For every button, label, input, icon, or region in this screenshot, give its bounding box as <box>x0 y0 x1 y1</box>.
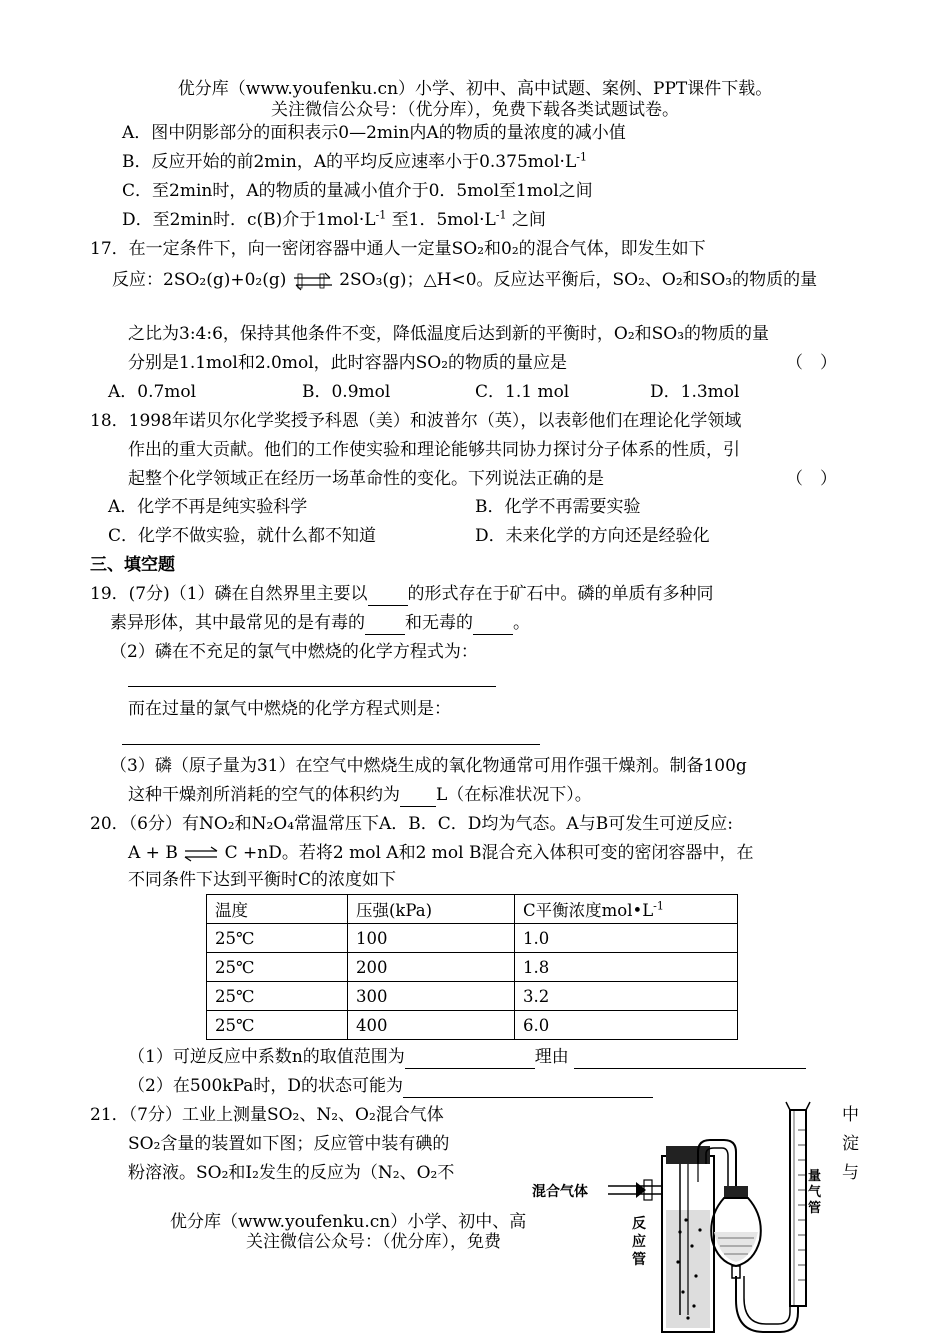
q21-line-2: SO₂含量的装置如下图；反应管中装有碘的 <box>128 1134 450 1154</box>
table-cell: 300 <box>348 982 515 1011</box>
section-title-fill-blank: 三、填空题 <box>90 555 175 575</box>
table-cell: 1.8 <box>515 953 738 982</box>
q20-line-3: 不同条件下达到平衡时C的浓度如下 <box>128 870 397 890</box>
q17-option-d: D．1.3mol <box>650 382 740 402</box>
figure-label-reaction-tube-3: 管 <box>632 1252 646 1268</box>
q18-answer-paren: （ ） <box>786 469 837 489</box>
q18-option-c: C．化学不做实验，就什么都不知道 <box>108 526 377 546</box>
table-row <box>207 924 738 953</box>
header-line-2: 关注微信公众号：（优分库），免费下载各类试题试卷。 <box>271 100 679 120</box>
table-cell: 25℃ <box>207 982 348 1011</box>
q21-line-1-end: 中 <box>842 1105 859 1125</box>
q19-blank-1[interactable] <box>368 587 408 606</box>
q18-line-3: 起整个化学领域正在经历一场革命性的变化。下列说法正确的是 <box>128 469 604 489</box>
q20-line-1: 20．（6分）有NO₂和N₂O₄常温常压下A．B．C．D均为气态。A与B可发生可逆反应: <box>90 814 733 834</box>
q19-line-6: 这种干燥剂所消耗的空气的体积约为 L（在标准状况下）。 <box>128 785 592 805</box>
apparatus-figure <box>528 1100 840 1338</box>
table-cell: 6.0 <box>515 1011 738 1040</box>
q16-option-a: A．图中阴影部分的面积表示0—2min内A的物质的量浓度的减小值 <box>122 123 626 143</box>
q17-line-4: 分别是1.1mol和2.0mol，此时容器内SO₂的物质的量应是 <box>128 353 568 373</box>
table-row <box>207 982 738 1011</box>
table-cell: 3.2 <box>515 982 738 1011</box>
table-header-row <box>207 895 738 924</box>
q19-line-4: 而在过量的氯气中燃烧的化学方程式则是： <box>128 699 451 719</box>
q19-blank-4[interactable] <box>400 788 436 807</box>
q19-line-5: （3）磷（原子量为31）在空气中燃烧生成的氧化物通常可用作强干燥剂。制备100g <box>110 756 747 776</box>
footer-line-2: 关注微信公众号：（优分库），免费 <box>246 1232 501 1252</box>
table-header-cell: C平衡浓度$mol•L^{-1}$ <box>515 895 738 924</box>
table-cell: 25℃ <box>207 1011 348 1040</box>
table-cell: 200 <box>348 953 515 982</box>
figure-label-gas: 混合气体 <box>532 1184 588 1200</box>
table-cell: 400 <box>348 1011 515 1040</box>
q18-option-d: D．未来化学的方向还是经验化 <box>475 526 710 546</box>
q20-sub-1: （1）可逆反应中系数n的取值范围为 理由 <box>128 1045 806 1069</box>
q17-option-a: A．0.7mol <box>108 382 197 402</box>
q17-option-b: B．0.9mol <box>302 382 391 402</box>
q18-line-2: 作出的重大贡献。他们的工作使实验和理论能够共同协力探讨分子体系的性质，引 <box>128 440 740 460</box>
q19-answer-line-2[interactable] <box>122 744 540 745</box>
q19-line-3: （2）磷在不充足的氯气中燃烧的化学方程式为： <box>110 642 478 662</box>
q20-blank-state[interactable] <box>403 1079 653 1098</box>
q21-line-2-end: 淀 <box>842 1134 859 1154</box>
q21-line-3-end: 与 <box>842 1163 859 1183</box>
figure-label-reaction-tube-2: 应 <box>632 1234 646 1250</box>
figure-label-gas-meter-1: 量 <box>808 1169 822 1184</box>
q19-answer-line-1[interactable] <box>128 686 496 687</box>
q18-option-a: A．化学不再是纯实验科学 <box>108 497 308 517</box>
q19-blank-2[interactable] <box>365 616 405 635</box>
header-line-1: 优分库（www.youfenku.cn）小学、初中、高中试题、案例、PPT课件下载。 <box>177 79 773 99</box>
q21-line-1: 21．（7分）工业上测量SO₂、N₂、O₂混合气体 <box>90 1105 444 1125</box>
table-header-cell: 温度 <box>207 895 348 924</box>
q16-option-b: B．反应开始的前2min，A的平均反应速率小于$0.375mol\cdot L^{-1}$ <box>122 150 587 172</box>
equilibrium-arrow-icon <box>292 270 334 292</box>
q17-line-1: 17．在一定条件下，向一密闭容器中通人一定量SO₂和0₂的混合气体，即发生如下 <box>90 239 706 259</box>
table-cell: 25℃ <box>207 924 348 953</box>
q16-option-c: C．至2min时，A的物质的量减小值介于0．5mol至1mol之间 <box>122 181 593 201</box>
figure-label-gas-meter-3: 管 <box>808 1201 822 1216</box>
q18-option-b: B．化学不再需要实验 <box>475 497 641 517</box>
q16-option-d: D．至2min时．c(B)介于$1mol\cdot L^{-1}$ 至1．$5mol\cdot L^{-1}$ 之间 <box>122 208 546 230</box>
table-row <box>207 1011 738 1040</box>
table-row <box>207 953 738 982</box>
q21-line-3: 粉溶液。SO₂和I₂发生的反应为（N₂、O₂不 <box>128 1163 455 1183</box>
q19-line-2: 素异形体，其中最常见的是有毒的 和无毒的 。 <box>110 613 530 633</box>
q20-line-2: A + B C +nD。若将2 mol A和2 mol B混合充入体积可变的密闭容器中，在 <box>128 843 754 863</box>
q19-blank-3[interactable] <box>473 616 513 635</box>
reversible-arrow-icon <box>183 846 219 862</box>
q17-line-3: 之比为3:4:6，保持其他条件不变，降低温度后达到新的平衡时，O₂和SO₃的物质的量 <box>128 324 770 344</box>
table-cell: 100 <box>348 924 515 953</box>
q17-answer-paren: （ ） <box>786 353 837 373</box>
equilibrium-table <box>206 894 738 1040</box>
table-header-cell: 压强(kPa) <box>348 895 515 924</box>
table-cell: 25℃ <box>207 953 348 982</box>
figure-label-reaction-tube-1: 反 <box>632 1216 646 1232</box>
q17-line-2: 反应：2SO₂(g)+0₂(g) 2SO₃(g)；△H<0。反应达平衡后，SO₂、O₂和SO₃的物质的量 <box>112 270 818 290</box>
q20-blank-range[interactable] <box>405 1050 535 1069</box>
footer-line-1: 优分库（www.youfenku.cn）小学、初中、高 <box>170 1212 527 1232</box>
q18-line-1: 18．1998年诺贝尔化学奖授予科恩（美）和波普尔（英），以表彰他们在理论化学领域 <box>90 411 742 431</box>
q19-line-1: 19．(7分)（1）磷在自然界里主要以 的形式存在于矿石中。磷的单质有多种同 <box>90 584 714 604</box>
figure-label-gas-meter-2: 气 <box>808 1185 822 1200</box>
q17-option-c: C．1.1 mol <box>475 382 570 402</box>
q20-sub-2: （2）在500kPa时，D的状态可能为 <box>128 1074 653 1098</box>
q20-blank-reason[interactable] <box>574 1050 806 1069</box>
table-cell: 1.0 <box>515 924 738 953</box>
